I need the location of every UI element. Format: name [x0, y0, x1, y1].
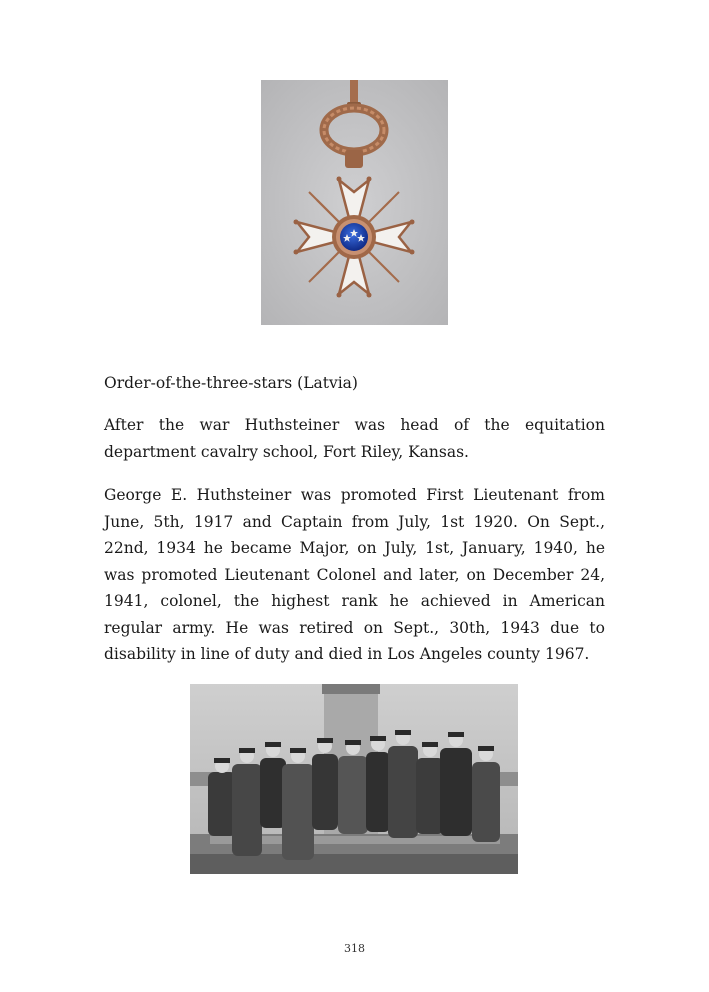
paragraph: George E. Huthsteiner was promoted First Lieutenant from June, 5th, 1917 and Captain from July, 1st 1920. On Sept., 22nd, 1934 he became Major, on July, 1st, January, 1940, he was promoted Lieutenant Colonel and later, on December 24, 1941, colonel, the highest rank he achieved in American regular army. He was retired on Sept., 30th, 1943 due to disability in line of duty and died in Los Angeles county 1967. — [104, 486, 605, 663]
group-photo — [190, 684, 518, 874]
medal-caption: Order-of-the-three-stars (Latvia) — [104, 374, 358, 392]
medal-photo — [261, 80, 448, 325]
page-number: 318 — [344, 942, 365, 955]
paragraph: After the war Huthsteiner was head of the equitation department cavalry school, Fort Riley, Kansas. — [104, 416, 605, 461]
